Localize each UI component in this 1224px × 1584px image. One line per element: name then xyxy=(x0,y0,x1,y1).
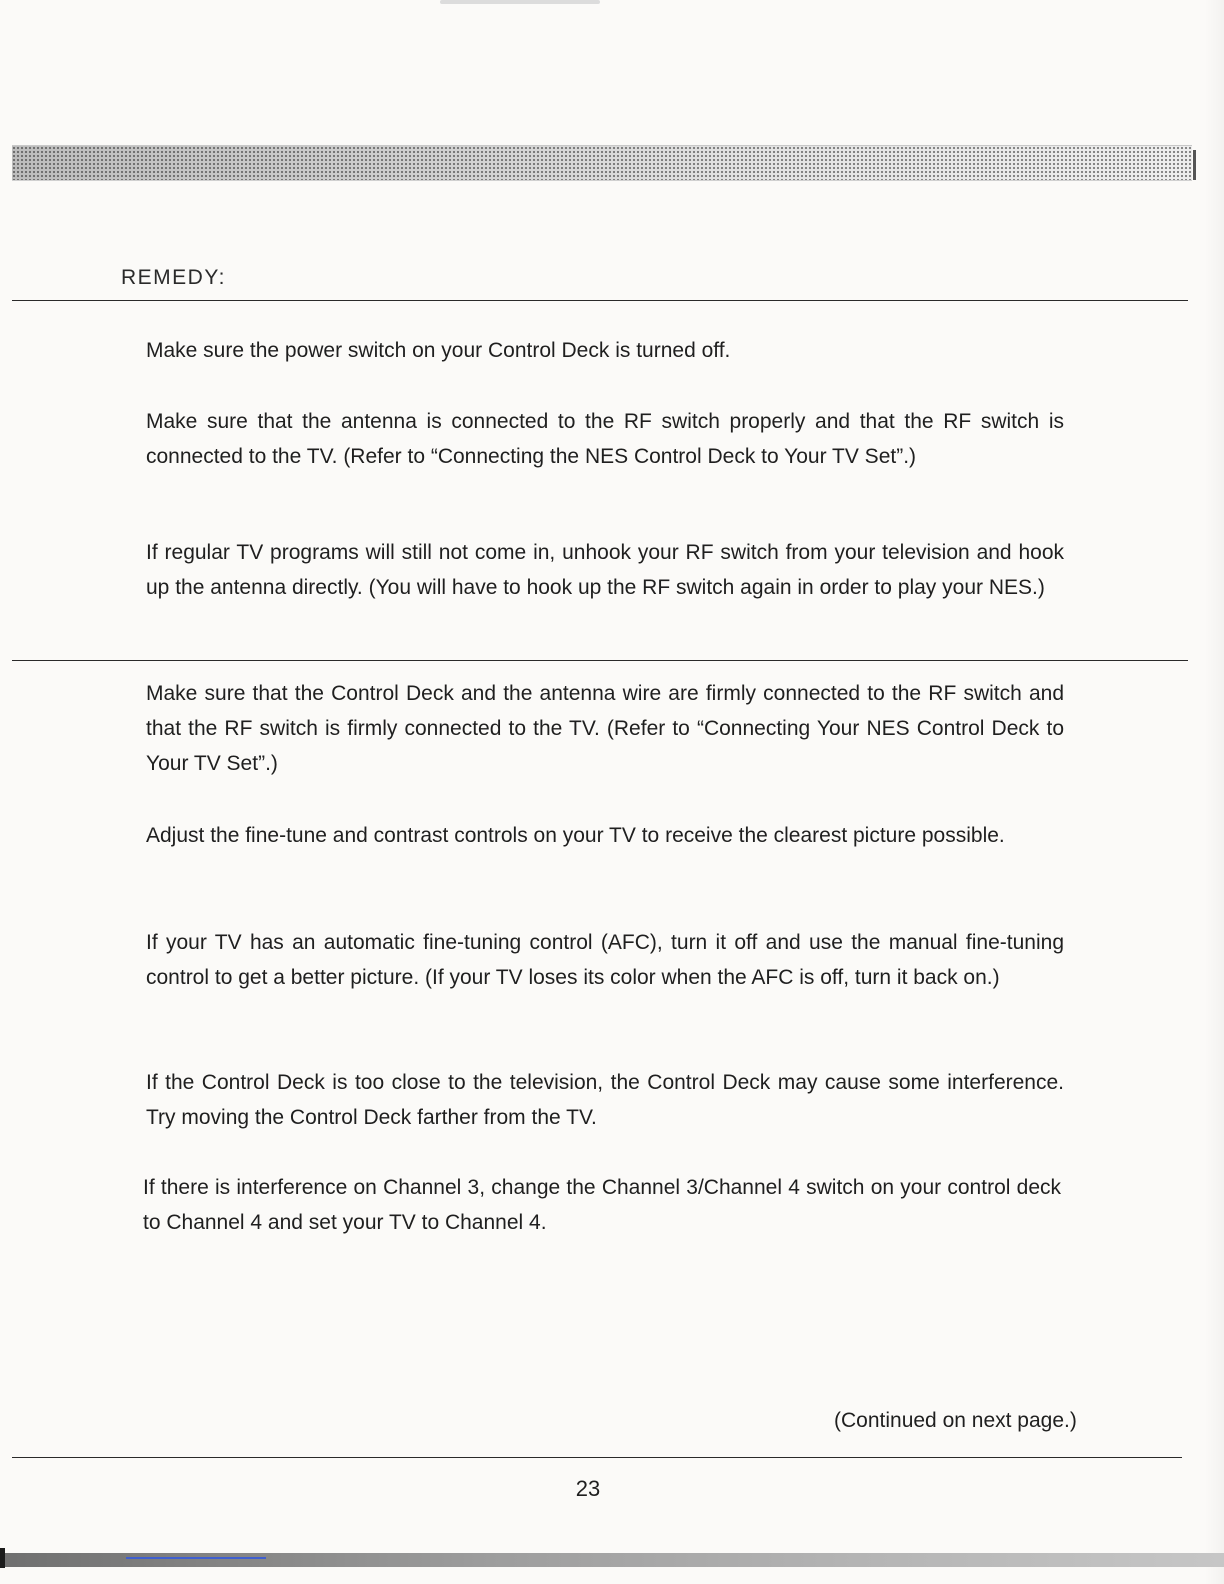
remedy-paragraph-6: If your TV has an automatic fine-tuning control (AFC), turn it off and use the manual fine-tuning control to get a better picture. (If your TV loses its color when the AFC is off, turn it back on.) xyxy=(146,931,1064,989)
remedy-paragraph-3: If regular TV programs will still not come in, unhook your RF switch from your television and hook up the antenna directly. (You will have to hook up the RF switch again in order to play your NES.) xyxy=(146,541,1064,599)
divider-rule-bottom xyxy=(12,1457,1182,1458)
remedy-heading: REMEDY: xyxy=(121,266,227,289)
remedy-paragraph-7: If the Control Deck is too close to the television, the Control Deck may cause some interference. Try moving the Control Deck farther from the TV. xyxy=(146,1071,1064,1129)
top-scan-smudge xyxy=(440,0,600,4)
halftone-header-band xyxy=(12,145,1192,181)
remedy-paragraph-2: Make sure that the antenna is connected to the RF switch properly and that the RF switch is connected to the TV. (Refer to “Connecting the NES Control Deck to Your TV Set”.) xyxy=(146,410,1064,468)
page-bottom-corner xyxy=(0,1548,5,1568)
page-number: 23 xyxy=(575,1476,601,1501)
blue-scan-mark xyxy=(126,1557,266,1559)
page-right-edge-shadow xyxy=(1204,0,1224,1584)
divider-rule-top xyxy=(12,300,1188,301)
remedy-paragraph-5: Adjust the fine-tune and contrast controls on your TV to receive the clearest picture possible. xyxy=(146,824,1005,847)
remedy-paragraph-4: Make sure that the Control Deck and the antenna wire are firmly connected to the RF switch and that the RF switch is firmly connected to the TV. (Refer to “Connecting Your NES Control Deck to Your TV Set”.) xyxy=(146,682,1064,775)
page-bottom-edge xyxy=(0,1553,1224,1567)
remedy-paragraph-1: Make sure the power switch on your Control Deck is turned off. xyxy=(146,339,731,362)
remedy-paragraph-8: If there is interference on Channel 3, change the Channel 3/Channel 4 switch on your control deck to Channel 4 and set your TV to Channel 4. xyxy=(143,1176,1061,1234)
continued-note: (Continued on next page.) xyxy=(834,1409,1077,1432)
divider-rule-middle xyxy=(12,660,1188,661)
